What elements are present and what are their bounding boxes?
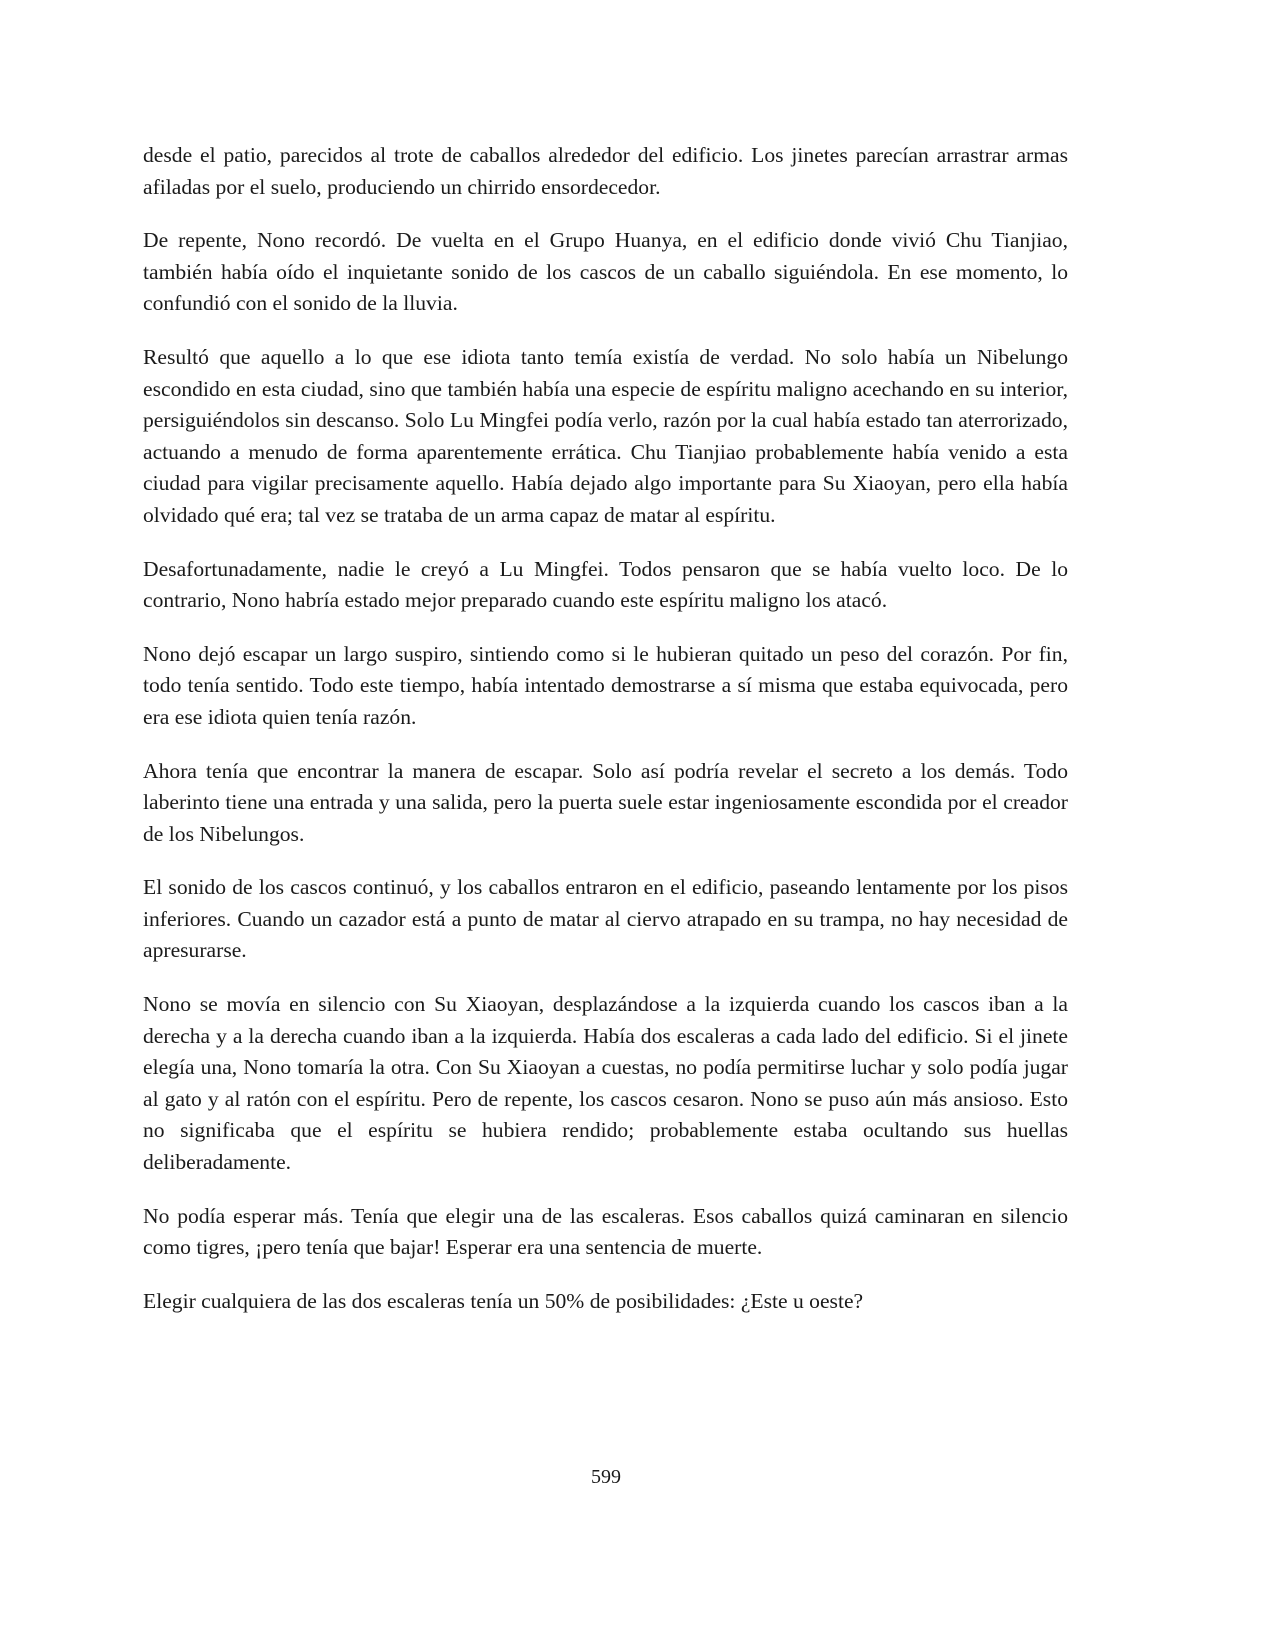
- page-body: [143, 140, 1068, 1339]
- paragraph-7: El sonido de los cascos continuó, y los caballos entraron en el edificio, paseando lentamente por los pisos inferiores. Cuando un cazador está a punto de matar al ciervo atrapado en su trampa, no hay necesidad de apresurarse.: [143, 875, 1068, 963]
- page-number: 599: [591, 1466, 621, 1488]
- paragraph-4: Desafortunadamente, nadie le creyó a Lu Mingfei. Todos pensaron que se había vuelto loco. De lo contrario, Nono habría estado mejor preparado cuando este espíritu maligno los atacó.: [143, 556, 1068, 613]
- paragraph-2: De repente, Nono recordó. De vuelta en el Grupo Huanya, en el edificio donde vivió Chu Tianjiao, también había oído el inquietante sonido de los cascos de un caballo siguiéndola. En ese momento, lo confundió con el sonido de la lluvia.: [143, 228, 1068, 316]
- paragraph-10: Elegir cualquiera de las dos escaleras tenía un 50% de posibilidades: ¿Este u oeste?: [143, 1288, 864, 1313]
- paragraph-5: Nono dejó escapar un largo suspiro, sintiendo como si le hubieran quitado un peso del corazón. Por fin, todo tenía sentido. Todo este tiempo, había intentado demostrarse a sí misma que estaba equivocada, pero era ese idiota quien tenía razón.: [143, 641, 1068, 729]
- paragraph-6: Ahora tenía que encontrar la manera de escapar. Solo así podría revelar el secreto a los demás. Todo laberinto tiene una entrada y una salida, pero la puerta suele estar ingeniosamente escondida por el creador de los Nibelungos.: [143, 758, 1068, 846]
- paragraph-9: No podía esperar más. Tenía que elegir una de las escaleras. Esos caballos quizá caminaran en silencio como tigres, ¡pero tenía que bajar! Esperar era una sentencia de muerte.: [143, 1203, 1068, 1260]
- paragraph-8: Nono se movía en silencio con Su Xiaoyan, desplazándose a la izquierda cuando los cascos iban a la derecha y a la derecha cuando iban a la izquierda. Había dos escaleras a cada lado del edificio. Si el jinete elegía una, Nono tomaría la otra. Con Su Xiaoyan a cuestas, no podía permitirse luchar y solo podía jugar al gato y al ratón con el espíritu. Pero de repente, los cascos cesaron. Nono se puso aún más ansioso. Esto no significaba que el espíritu se hubiera rendido; probablemente estaba ocultando sus huellas deliberadamente.: [143, 992, 1068, 1175]
- paragraph-3: Resultó que aquello a lo que ese idiota tanto temía existía de verdad. No solo había un Nibelungo escondido en esta ciudad, sino que también había una especie de espíritu maligno acechando en su interior, persiguiéndolos sin descanso. Solo Lu Mingfei podía verlo, razón por la cual había estado tan aterrorizado, actuando a menudo de forma aparentemente errática. Chu Tianjiao probablemente había venido a esta ciudad para vigilar precisamente aquello. Había dejado algo importante para Su Xiaoyan, pero ella había olvidado qué era; tal vez se trataba de un arma capaz de matar al espíritu.: [143, 344, 1068, 527]
- paragraph-1: desde el patio, parecidos al trote de caballos alrededor del edificio. Los jinetes parecían arrastrar armas afiladas por el suelo, produciendo un chirrido ensordecedor.: [143, 143, 1068, 199]
